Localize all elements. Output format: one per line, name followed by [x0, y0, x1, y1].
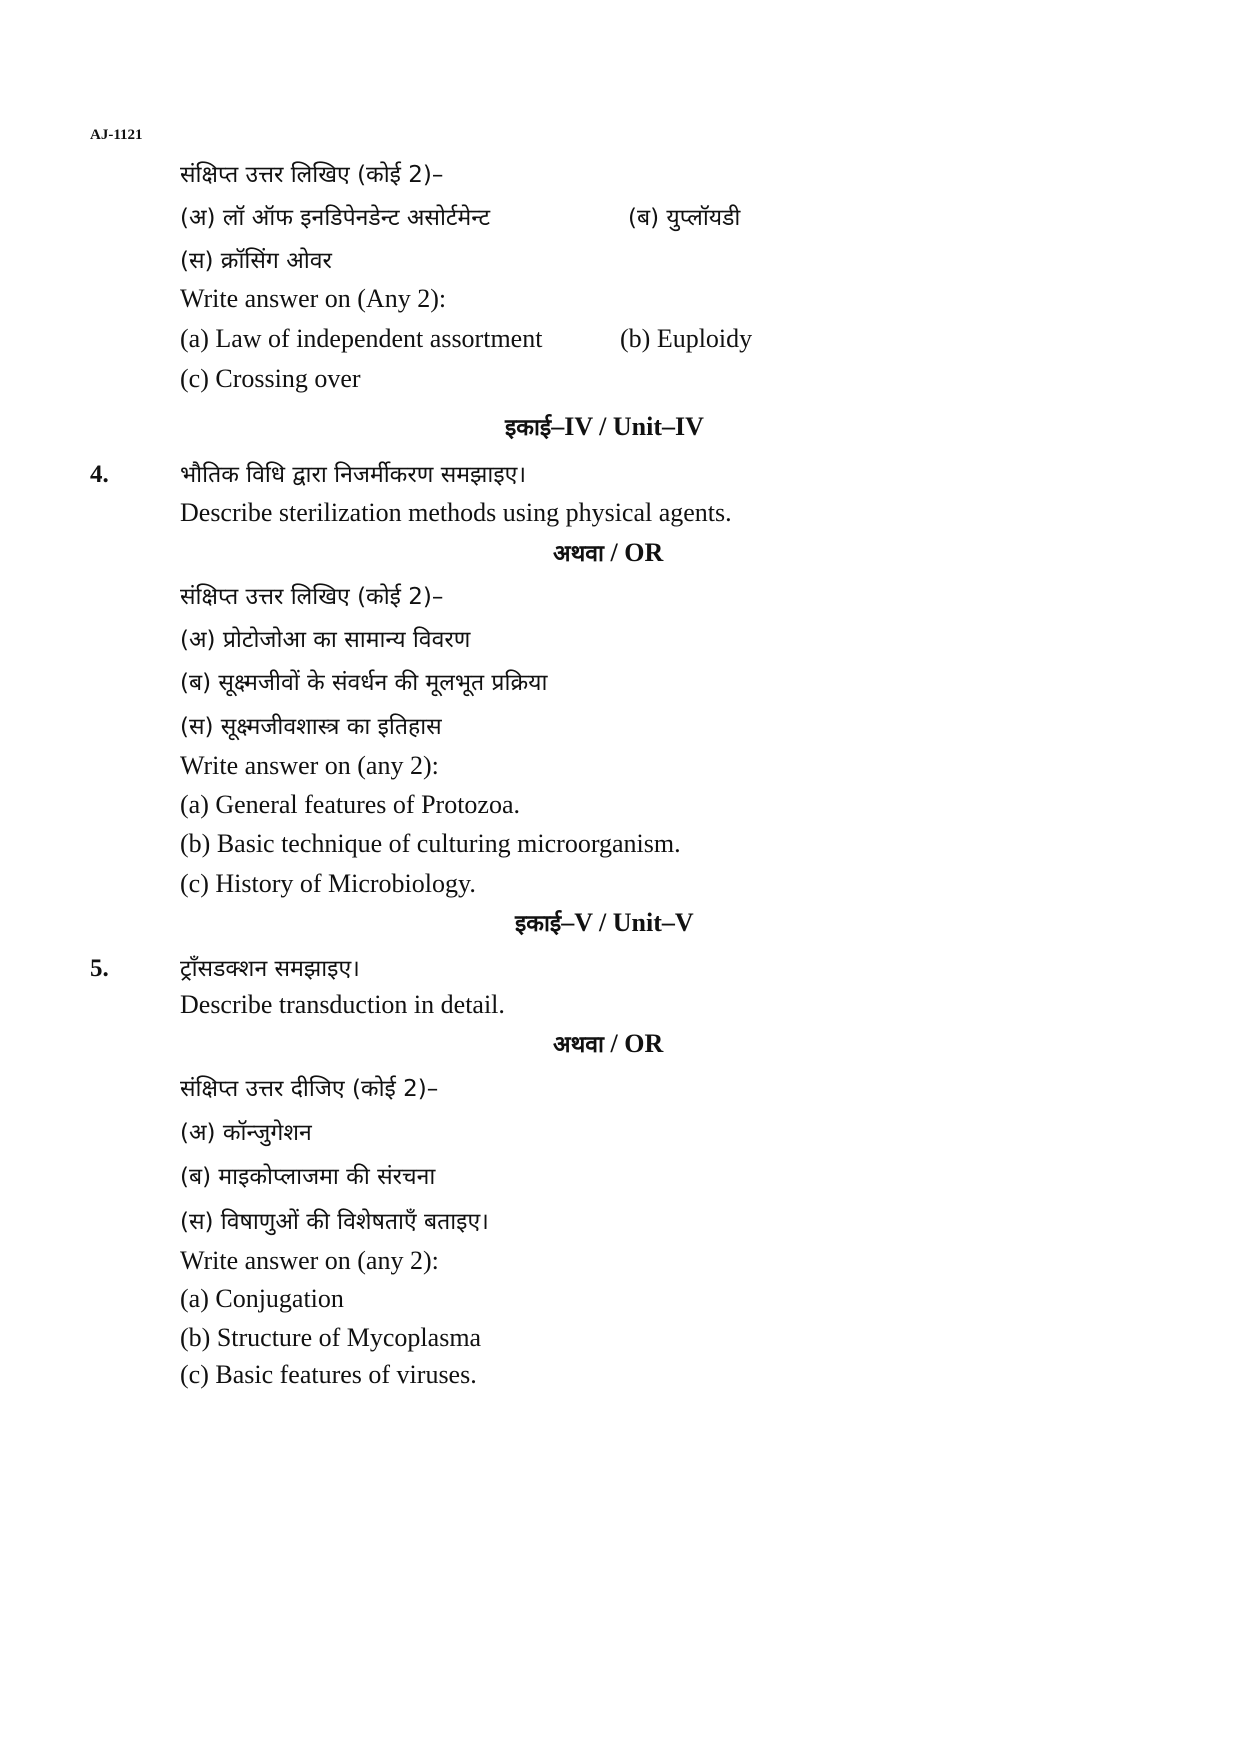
q3-hi-option-a: (अ) लॉ ऑफ इनडिपेनडेन्ट असोर्टमेन्ट: [180, 205, 491, 231]
q5-en-text: Describe transduction in detail.: [180, 990, 505, 1019]
q3-hi-option-b: (ब) युप्लॉयडी: [628, 205, 741, 231]
q5-alt-hi-option-b: (ब) माइकोप्लाजमा की संरचना: [180, 1164, 436, 1190]
unit5-heading: [515, 906, 694, 941]
unit4-heading: [505, 410, 704, 445]
q4-or-separator: [553, 536, 663, 571]
q4-alt-en-option-c: (c) History of Microbiology.: [180, 869, 476, 898]
unit5-heading-hi: इकाई: [515, 911, 562, 937]
q3-en-option-c: (c) Crossing over: [180, 364, 361, 393]
q4-alt-hi-option-a: (अ) प्रोटोजोआ का सामान्य विवरण: [180, 627, 471, 653]
q5-number: 5.: [90, 955, 109, 982]
q4-number: 4.: [90, 461, 109, 488]
q5-alt-hi-option-a: (अ) कॉन्जुगेशन: [180, 1120, 312, 1146]
q5-alt-hi-option-c: (स) विषाणुओं की विशेषताएँ बताइए।: [180, 1209, 489, 1235]
q4-alt-hi-option-c: (स) सूक्ष्मजीवशास्त्र का इतिहास: [180, 714, 442, 740]
q5-or-en: / OR: [604, 1029, 664, 1058]
q3-en-instruction: Write answer on (Any 2):: [180, 284, 447, 313]
q4-alt-hi-option-b: (ब) सूक्ष्मजीवों के संवर्धन की मूलभूत प्रक्रिया: [180, 670, 548, 696]
q4-en-text: Describe sterilization methods using physical agents.: [180, 498, 732, 527]
q4-alt-en-option-b: (b) Basic technique of culturing microorganism.: [180, 829, 681, 858]
q3-hi-instruction: संक्षिप्त उत्तर लिखिए (कोई 2)–: [180, 162, 444, 188]
unit4-heading-en: –IV / Unit–IV: [551, 412, 704, 441]
q5-or-hi: अथवा: [553, 1032, 605, 1058]
q4-alt-hi-instruction: संक्षिप्त उत्तर लिखिए (कोई 2)–: [180, 584, 444, 610]
q3-en-option-b: (b) Euploidy: [620, 324, 753, 353]
q5-alt-hi-instruction: संक्षिप्त उत्तर दीजिए (कोई 2)–: [180, 1076, 439, 1102]
q5-alt-en-option-c: (c) Basic features of viruses.: [180, 1360, 477, 1389]
q4-or-en: / OR: [604, 538, 664, 567]
q4-alt-en-option-a: (a) General features of Protozoa.: [180, 790, 520, 819]
page-code: AJ-1121: [90, 127, 143, 143]
q5-or-separator: [553, 1027, 663, 1062]
q4-hi-text: भौतिक विधि द्वारा निजर्मीकरण समझाइए।: [180, 462, 527, 488]
unit4-heading-hi: इकाई: [505, 415, 552, 441]
unit5-heading-en: –V / Unit–V: [561, 908, 694, 937]
q3-hi-option-c: (स) क्रॉसिंग ओवर: [180, 248, 332, 274]
q5-alt-en-option-a: (a) Conjugation: [180, 1284, 344, 1313]
q4-or-hi: अथवा: [553, 541, 605, 567]
q5-hi-text: ट्राँसडक्शन समझाइए।: [180, 956, 360, 982]
q3-en-option-a: (a) Law of independent assortment: [180, 324, 543, 353]
q4-alt-en-instruction: Write answer on (any 2):: [180, 751, 439, 780]
q5-alt-en-instruction: Write answer on (any 2):: [180, 1246, 439, 1275]
q5-alt-en-option-b: (b) Structure of Mycoplasma: [180, 1323, 482, 1352]
